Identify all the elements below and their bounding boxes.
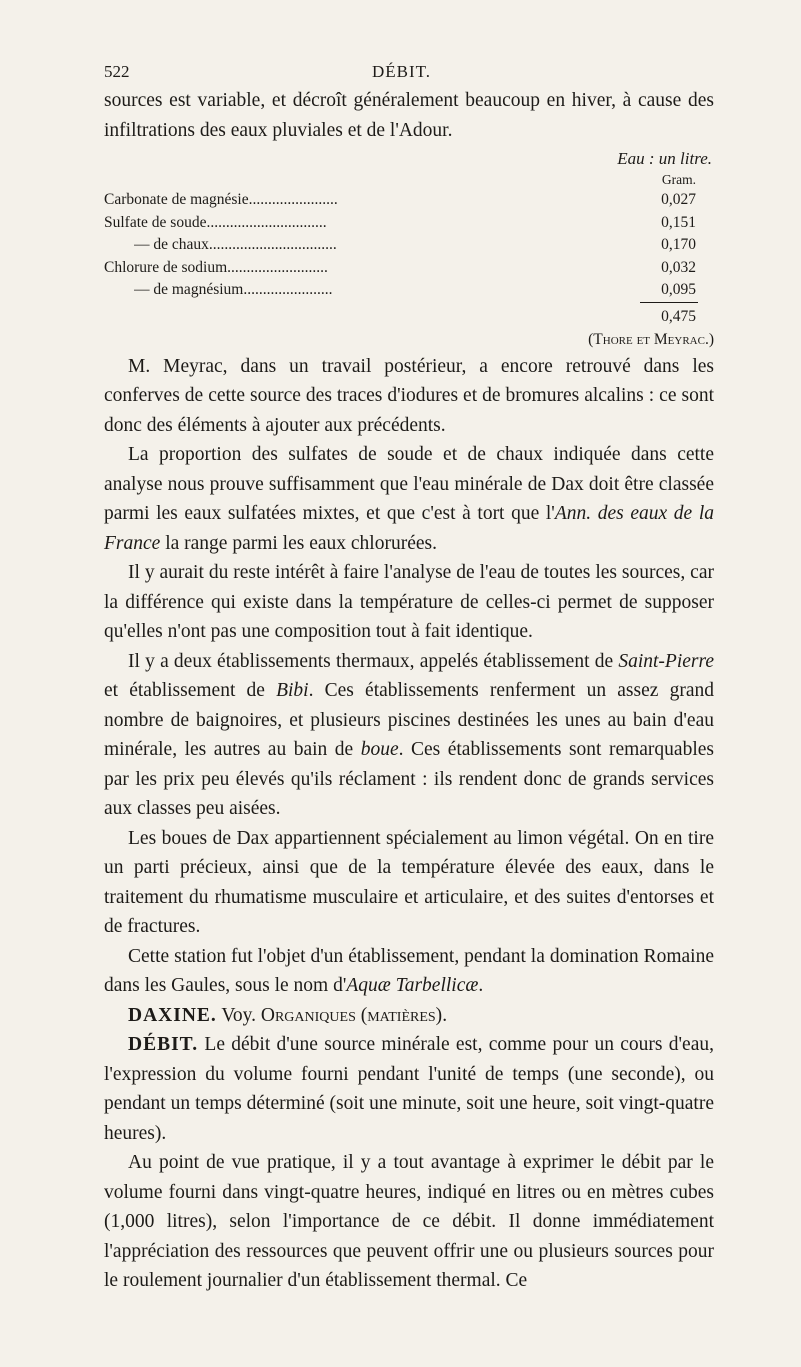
table-column-heading: Eau : un litre. [617,149,712,168]
text-run: . Ces établissements sont remarquables par les prix peu élevés qu'ils réclament : ils rendent donc de grands services aux classes peu aisées. [104,739,714,819]
table-row [104,279,714,302]
text-run: . [442,1004,448,1026]
paragraph [104,647,714,824]
page [104,60,714,1296]
paragraph [104,942,714,1001]
table-row [104,212,714,235]
italic-ref: boue [360,739,399,760]
paragraph [104,440,714,558]
text-run: Cette station fut l'objet d'un établissement, pendant la domination Romaine dans les Gaules, sous le nom d' [104,945,714,996]
text-run: Il y a deux établissements thermaux, appelés établissement de [128,650,619,672]
row-label: Chlorure de sodium.......................... [104,258,328,276]
table-unit: Gram. [661,172,696,187]
intro-paragraph: sources est variable, et décroît généralement beaucoup en hiver, à cause des infiltrations des eaux pluviales et de l'Adour. [104,90,714,141]
row-value: 0,032 [661,258,696,276]
paragraph: M. Meyrac, dans un travail postérieur, a encore retrouvé dans les conferves de cette source des traces d'iodures et de bromures alcalins : ce sont donc des éléments à ajouter aux précédents. [104,355,714,436]
text-run: et établissement de [104,680,277,701]
running-title: DÉBIT. [372,62,432,81]
text-run: Voy. [216,1004,261,1026]
paragraph [104,1001,714,1031]
row-label: — de magnésium....................... [134,281,333,298]
italic-ref: Aquæ Tarbellicæ [346,975,479,996]
italic-ref: Saint-Pierre [618,650,714,672]
cross-reference: Organiques (matières) [260,1004,443,1026]
paragraph: Les boues de Dax appartiennent spécialement au limon végétal. On en tire un parti précieux, ainsi que de la température élevée des eaux, dans le traitement du rhumatisme musculaire et articulaire, et des suites d'entorses et de fractures. [104,827,714,937]
total-rule-wrap [104,302,714,306]
text-run: La proportion des sulfates de soude et de chaux indiquée dans cette analyse nous prouve suffisamment que l'eau minérale de Dax doit être classée parmi les eaux sulfatées mixtes, et que c'est à tort que l' [104,444,714,524]
paragraph [104,1030,714,1148]
row-value: 0,151 [661,213,696,231]
text-run: la range parmi les eaux chlorurées. [160,532,437,554]
row-value: 0,170 [661,236,696,253]
table-row [104,189,714,212]
entry-headword: DÉBIT. [128,1034,199,1055]
page-number: 522 [104,62,130,81]
italic-ref: Ann. des eaux de la France [104,503,714,554]
text-run: Le débit d'une source minérale est, comme pour un cours d'eau, l'expression du volume fourni pendant l'unité de temps (une seconde), ou pendant un temps déterminé (soit une minute, soit une heure, soit vingt-quatre heures). [104,1034,714,1144]
paragraph: Il y aurait du reste intérêt à faire l'analyse de l'eau de toutes les sources, car la différence qui existe dans la température de celles-ci permet de supposer qu'elles n'ont pas une composition tout à fait identique. [104,562,714,642]
row-label: Sulfate de soude............................... [104,213,327,231]
table-source: (Thore et Meyrac.) [588,330,714,348]
analysis-table [104,147,714,352]
table-total: 0,475 [661,307,696,325]
table-row [104,257,714,280]
italic-ref: Bibi [276,680,309,701]
running-head [104,60,714,86]
paragraph: Au point de vue pratique, il y a tout avantage à exprimer le débit par le volume fourni dans vingt-quatre heures, indiqué en litres ou en mètres cubes (1,000 litres), selon l'importance de ce débit. Il donne immédiatement l'appréciation des ressources que peuvent offrir une ou plusieurs sources pour le roulement journalier d'un établissement thermal. Ce [104,1152,714,1291]
row-label: Carbonate de magnésie....................... [104,191,338,208]
row-value: 0,027 [661,191,696,208]
row-label: — de chaux................................. [134,236,337,253]
text-run: . Ces établissements renferment un assez grand nombre de baignoires, et plusieurs piscines destinées les unes au bain d'eau minérale, les autres au bain de [104,680,714,760]
row-value: 0,095 [661,281,696,298]
text-run: . [478,975,484,996]
entry-headword: DAXINE. [128,1004,217,1026]
total-rule [640,302,698,303]
table-row [104,234,714,257]
